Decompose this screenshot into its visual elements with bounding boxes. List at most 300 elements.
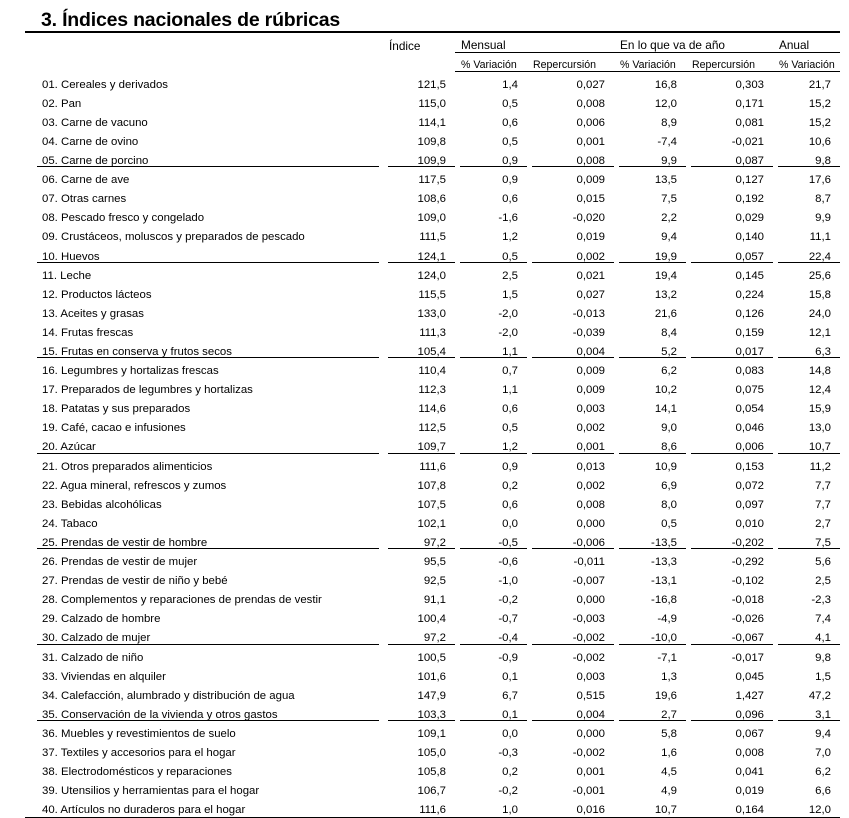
cell-ano-variacion: -7,4 [657, 135, 677, 148]
table-row [25, 759, 840, 778]
cell-indice: 107,5 [417, 498, 446, 511]
cell-ano-variacion: 2,7 [614, 702, 686, 721]
cell-mensual-repercusion: 0,009 [576, 365, 605, 378]
cell-ano-repercusion: -0,017 [731, 651, 764, 664]
sub-header-mensual-repercusion: Repercursión [527, 53, 614, 72]
cell-mensual-variacion: -2,0 [498, 307, 518, 320]
table-row [25, 225, 840, 244]
cell-ano-repercusion: 0,153 [735, 460, 764, 473]
cell-ano-variacion: 21,6 [654, 307, 677, 320]
cell-ano-repercusion: -0,292 [731, 556, 764, 569]
cell-mensual-repercusion: 0,013 [576, 460, 605, 473]
cell-ano-variacion: 10,7 [654, 804, 677, 817]
cell-mensual-variacion: -0,9 [498, 651, 518, 664]
cell-indice: 110,4 [418, 365, 446, 378]
cell-indice: 91,1 [423, 594, 446, 607]
cell-indice: 147,9 [417, 689, 446, 702]
cell-anual-variacion: 9,9 [815, 212, 831, 225]
sub-header-indice [383, 53, 455, 72]
cell-anual-variacion: 2,5 [815, 575, 831, 588]
cell-rubrica-label: 04. Carne de ovino [42, 135, 139, 148]
cell-rubrica-label: 12. Productos lácteos [42, 288, 152, 301]
cell-ano-repercusion: 0,096 [686, 702, 773, 721]
cell-mensual-repercusion: 0,008 [576, 97, 605, 110]
table-row [25, 397, 840, 416]
cell-mensual-variacion: 0,2 [502, 479, 518, 492]
cell-ano-variacion: 5,8 [661, 727, 677, 740]
cell-mensual-repercusion: 0,027 [576, 288, 605, 301]
cell-mensual-variacion: 0,6 [502, 116, 518, 129]
cell-indice: 92,5 [423, 575, 446, 588]
cell-ano-variacion: 4,9 [661, 785, 677, 798]
cell-mensual-repercusion: 0,004 [527, 702, 614, 721]
cell-ano-repercusion: -0,202 [686, 530, 773, 549]
cell-ano-variacion: 9,9 [614, 148, 686, 167]
cell-ano-variacion: 7,5 [661, 193, 677, 206]
cell-rubrica-label: 10. Huevos [25, 244, 383, 263]
cell-indice: 103,3 [383, 702, 455, 721]
cell-anual-variacion: 13,0 [808, 422, 831, 435]
table-row [25, 721, 840, 740]
cell-mensual-variacion: 1,2 [455, 435, 527, 454]
cell-ano-variacion: 8,4 [661, 326, 677, 339]
cell-mensual-repercusion: -0,039 [572, 326, 605, 339]
cell-ano-repercusion: 0,075 [735, 384, 764, 397]
cell-mensual-variacion: 0,2 [502, 766, 518, 779]
cell-mensual-repercusion: 0,002 [576, 479, 605, 492]
cell-mensual-repercusion: 0,019 [576, 231, 605, 244]
cell-mensual-repercusion: 0,515 [576, 689, 605, 702]
cell-anual-variacion: 6,2 [815, 766, 831, 779]
cell-rubrica-label: 09. Crustáceos, moluscos y preparados de pescado [42, 231, 305, 244]
cell-mensual-variacion: -2,0 [498, 326, 518, 339]
cell-anual-variacion: 11,1 [809, 231, 831, 244]
cell-anual-variacion: 9,4 [815, 727, 831, 740]
title-block [0, 0, 849, 31]
cell-anual-variacion: 15,2 [808, 97, 831, 110]
cell-indice: 101,6 [417, 670, 446, 683]
table-bottom-rule [25, 817, 840, 818]
table-row [25, 511, 840, 530]
cell-anual-variacion: 2,7 [815, 517, 831, 530]
group-header-anual: Anual [773, 32, 840, 53]
cell-mensual-variacion: -1,0 [498, 575, 518, 588]
cell-mensual-repercusion: 0,000 [576, 727, 605, 740]
table-row [25, 263, 840, 282]
cell-mensual-variacion: -1,6 [498, 212, 518, 225]
cell-mensual-repercusion: -0,001 [572, 785, 605, 798]
cell-rubrica-label: 07. Otras carnes [42, 193, 127, 206]
cell-ano-repercusion: -0,067 [686, 626, 773, 645]
cell-rubrica-label: 11. Leche [42, 269, 92, 282]
cell-anual-variacion: 1,5 [815, 670, 831, 683]
table-row [25, 129, 840, 148]
cell-anual-variacion: 17,6 [808, 174, 831, 187]
cell-indice: 105,0 [417, 746, 446, 759]
cell-rubrica-label: 38. Electrodomésticos y reparaciones [42, 766, 232, 779]
cell-indice: 107,8 [417, 479, 446, 492]
cell-anual-variacion: 8,7 [815, 193, 831, 206]
cell-mensual-variacion: 0,5 [502, 422, 518, 435]
table-foot [25, 817, 840, 818]
cell-ano-variacion: 10,9 [654, 460, 677, 473]
cell-rubrica-label: 25. Prendas de vestir de hombre [25, 530, 383, 549]
cell-mensual-variacion: 1,1 [502, 384, 518, 397]
cell-mensual-variacion: 0,6 [502, 498, 518, 511]
table-row [25, 549, 840, 568]
cell-ano-variacion: -10,0 [614, 626, 686, 645]
table-row [25, 244, 840, 263]
cell-anual-variacion: 10,6 [808, 135, 831, 148]
cell-ano-variacion: 6,2 [661, 365, 677, 378]
cell-ano-variacion: 4,5 [661, 766, 677, 779]
cell-rubrica-label: 35. Conservación de la vivienda y otros gastos [25, 702, 383, 721]
cell-anual-variacion: 9,8 [815, 651, 831, 664]
cell-indice: 109,8 [417, 135, 446, 148]
cell-mensual-repercusion: 0,009 [576, 174, 605, 187]
cell-rubrica-label: 21. Otros preparados alimenticios [42, 460, 213, 473]
cell-mensual-variacion: 1,5 [502, 288, 518, 301]
cell-rubrica-label: 36. Muebles y revestimientos de suelo [42, 727, 236, 740]
cell-anual-variacion: 21,7 [808, 78, 831, 91]
cell-ano-repercusion: 0,171 [735, 97, 764, 110]
cell-ano-variacion: 14,1 [654, 403, 677, 416]
cell-indice: 97,2 [383, 626, 455, 645]
cell-mensual-variacion: -0,2 [498, 594, 518, 607]
cell-ano-variacion: 8,6 [614, 435, 686, 454]
cell-indice: 100,4 [417, 613, 446, 626]
cell-ano-repercusion: 0,010 [735, 517, 764, 530]
cell-ano-repercusion: 0,140 [735, 231, 764, 244]
table-row [25, 91, 840, 110]
sub-header-mensual-variacion: % Variación [455, 53, 527, 72]
cell-ano-variacion: 10,2 [654, 384, 677, 397]
cell-mensual-variacion: 0,6 [502, 193, 518, 206]
cell-ano-variacion: 9,0 [661, 422, 677, 435]
table-row [25, 683, 840, 702]
cell-indice: 114,1 [418, 116, 446, 129]
cell-ano-repercusion: -0,021 [731, 135, 764, 148]
cell-indice: 102,1 [417, 517, 446, 530]
cell-anual-variacion: 7,7 [815, 498, 831, 511]
cell-indice: 115,5 [418, 288, 446, 301]
cell-rubrica-label: 29. Calzado de hombre [42, 613, 161, 626]
cell-rubrica-label: 30. Calzado de mujer [25, 626, 383, 645]
table-row [25, 702, 840, 721]
cell-anual-variacion: 47,2 [808, 689, 831, 702]
cell-rubrica-label: 37. Textiles y accesorios para el hogar [42, 746, 236, 759]
cell-ano-variacion: 13,5 [654, 174, 677, 187]
cell-ano-variacion: 19,4 [654, 269, 677, 282]
cell-anual-variacion: 15,8 [808, 288, 831, 301]
table-row [25, 339, 840, 358]
cell-mensual-variacion: 0,7 [502, 365, 518, 378]
table-row [25, 778, 840, 797]
cell-anual-variacion: 11,2 [809, 460, 831, 473]
cell-mensual-variacion: 0,5 [455, 244, 527, 263]
cell-ano-repercusion: 0,029 [735, 212, 764, 225]
cell-ano-variacion: 5,2 [614, 339, 686, 358]
cell-anual-variacion: 15,2 [808, 116, 831, 129]
cell-rubrica-label: 08. Pescado fresco y congelado [42, 212, 205, 225]
cell-ano-repercusion: 0,008 [735, 746, 764, 759]
table-row [25, 530, 840, 549]
cell-mensual-variacion: 1,4 [502, 78, 518, 91]
cell-rubrica-label: 03. Carne de vacuno [42, 116, 148, 129]
cell-mensual-variacion: -0,2 [498, 785, 518, 798]
table-row [25, 72, 840, 92]
table-row [25, 435, 840, 454]
cell-ano-repercusion: 0,164 [735, 804, 764, 817]
cell-mensual-repercusion: -0,002 [527, 626, 614, 645]
cell-ano-variacion: 19,9 [614, 244, 686, 263]
cell-rubrica-label: 22. Agua mineral, refrescos y zumos [42, 479, 227, 492]
cell-mensual-variacion: -0,3 [498, 746, 518, 759]
table-row [25, 358, 840, 377]
cell-anual-variacion: 7,4 [815, 613, 831, 626]
group-header-row [25, 32, 840, 53]
rubricas-index-table [25, 31, 840, 818]
cell-indice: 111,6 [419, 804, 446, 817]
cell-ano-repercusion: 0,045 [735, 670, 764, 683]
cell-ano-repercusion: 0,224 [735, 288, 764, 301]
table-row [25, 454, 840, 473]
cell-rubrica-label: 18. Patatas y sus preparados [42, 403, 191, 416]
cell-ano-variacion: -13,1 [651, 575, 677, 588]
cell-rubrica-label: 01. Cereales y derivados [42, 78, 168, 91]
cell-ano-repercusion: 0,067 [735, 727, 764, 740]
table-container [0, 31, 849, 818]
cell-mensual-variacion: 0,9 [455, 148, 527, 167]
cell-ano-variacion: -4,9 [657, 613, 677, 626]
cell-rubrica-label: 39. Utensilios y herramientas para el hogar [42, 785, 260, 798]
table-row [25, 301, 840, 320]
cell-ano-variacion: 1,3 [661, 670, 677, 683]
cell-rubrica-label: 19. Café, cacao e infusiones [42, 422, 186, 435]
cell-rubrica-label: 06. Carne de ave [42, 174, 130, 187]
cell-ano-repercusion: 0,145 [735, 269, 764, 282]
cell-ano-repercusion: 0,081 [735, 116, 764, 129]
cell-indice: 124,1 [383, 244, 455, 263]
cell-anual-variacion: 4,1 [773, 626, 840, 645]
cell-rubrica-label: 40. Artículos no duraderos para el hogar [42, 804, 246, 817]
cell-ano-repercusion: 0,057 [686, 244, 773, 263]
cell-mensual-repercusion: 0,021 [576, 269, 605, 282]
sub-header-anual-variacion: % Variación [773, 53, 840, 72]
cell-indice: 112,5 [418, 422, 446, 435]
table-row [25, 473, 840, 492]
cell-mensual-repercusion: -0,002 [572, 746, 605, 759]
table-row [25, 626, 840, 645]
cell-mensual-repercusion: -0,003 [572, 613, 605, 626]
cell-indice: 108,6 [417, 193, 446, 206]
cell-mensual-repercusion: 0,003 [576, 403, 605, 416]
cell-ano-repercusion: 0,192 [735, 193, 764, 206]
cell-anual-variacion: 15,9 [808, 403, 831, 416]
cell-indice: 95,5 [423, 556, 446, 569]
cell-anual-variacion: -2,3 [811, 594, 831, 607]
cell-ano-repercusion: 0,006 [686, 435, 773, 454]
cell-ano-repercusion: 0,083 [735, 365, 764, 378]
table-row [25, 167, 840, 186]
cell-ano-variacion: 16,8 [654, 78, 677, 91]
cell-ano-variacion: -13,5 [614, 530, 686, 549]
cell-mensual-repercusion: -0,006 [527, 530, 614, 549]
cell-anual-variacion: 10,7 [773, 435, 840, 454]
cell-mensual-variacion: 0,9 [502, 174, 518, 187]
cell-ano-repercusion: 0,041 [735, 766, 764, 779]
table-row [25, 148, 840, 167]
cell-rubrica-label: 17. Preparados de legumbres y hortalizas [42, 384, 253, 397]
cell-anual-variacion: 7,5 [773, 530, 840, 549]
cell-mensual-variacion: 0,6 [502, 403, 518, 416]
cell-mensual-repercusion: 0,001 [576, 135, 605, 148]
cell-mensual-variacion: 0,0 [502, 517, 518, 530]
cell-ano-repercusion: 0,126 [735, 307, 764, 320]
cell-rubrica-label: 02. Pan [42, 97, 82, 110]
table-row [25, 282, 840, 301]
table-row [25, 645, 840, 664]
sub-header-ano-repercusion: Repercursión [686, 53, 773, 72]
cell-mensual-repercusion: 0,003 [576, 670, 605, 683]
cell-mensual-variacion: 1,0 [502, 804, 518, 817]
cell-mensual-repercusion: -0,020 [572, 212, 605, 225]
cell-rubrica-label: 13. Aceites y grasas [42, 307, 144, 320]
cell-rubrica-label: 05. Carne de porcino [25, 148, 383, 167]
cell-ano-variacion: 2,2 [661, 212, 677, 225]
cell-indice: 111,5 [419, 231, 446, 244]
table-head [25, 31, 840, 72]
cell-indice: 117,5 [418, 174, 446, 187]
cell-rubrica-label: 23. Bebidas alcohólicas [42, 498, 162, 511]
cell-ano-repercusion: 0,097 [735, 498, 764, 511]
cell-mensual-repercusion: 0,001 [527, 435, 614, 454]
cell-mensual-repercusion: 0,001 [576, 766, 605, 779]
cell-anual-variacion: 3,1 [773, 702, 840, 721]
cell-anual-variacion: 12,1 [808, 326, 831, 339]
cell-mensual-variacion: 1,1 [455, 339, 527, 358]
cell-ano-repercusion: 0,087 [686, 148, 773, 167]
cell-mensual-repercusion: -0,007 [572, 575, 605, 588]
cell-anual-variacion: 7,7 [815, 479, 831, 492]
cell-ano-variacion: 0,5 [661, 517, 677, 530]
cell-ano-variacion: 9,4 [661, 231, 677, 244]
cell-rubrica-label: 15. Frutas en conserva y frutos secos [25, 339, 383, 358]
cell-mensual-repercusion: 0,002 [527, 244, 614, 263]
table-row [25, 798, 840, 817]
cell-mensual-variacion: 1,2 [502, 231, 518, 244]
cell-indice: 109,0 [417, 212, 446, 225]
cell-mensual-repercusion: 0,008 [527, 148, 614, 167]
cell-ano-variacion: 1,6 [661, 746, 677, 759]
cell-ano-repercusion: 0,054 [735, 403, 764, 416]
cell-rubrica-label: 20. Azúcar [25, 435, 383, 454]
cell-indice: 109,1 [417, 727, 446, 740]
cell-mensual-variacion: -0,7 [498, 613, 518, 626]
cell-mensual-variacion: -0,4 [455, 626, 527, 645]
cell-indice: 111,6 [419, 460, 446, 473]
table-row [25, 416, 840, 435]
group-header-blank [25, 32, 383, 53]
cell-indice: 111,3 [419, 326, 446, 339]
table-body [25, 72, 840, 817]
table-row [25, 568, 840, 587]
cell-anual-variacion: 9,8 [773, 148, 840, 167]
cell-mensual-variacion: 2,5 [502, 269, 518, 282]
cell-mensual-repercusion: -0,013 [572, 307, 605, 320]
cell-indice: 105,8 [417, 766, 446, 779]
cell-ano-variacion: -7,1 [657, 651, 677, 664]
cell-anual-variacion: 24,0 [808, 307, 831, 320]
cell-indice: 115,0 [418, 97, 446, 110]
cell-mensual-variacion: 0,0 [502, 727, 518, 740]
cell-ano-variacion: 8,9 [661, 116, 677, 129]
cell-mensual-variacion: 0,5 [502, 97, 518, 110]
cell-mensual-repercusion: 0,015 [576, 193, 605, 206]
cell-anual-variacion: 22,4 [773, 244, 840, 263]
cell-indice: 114,6 [418, 403, 446, 416]
cell-indice: 109,7 [383, 435, 455, 454]
table-row [25, 664, 840, 683]
cell-indice: 105,4 [383, 339, 455, 358]
cell-ano-repercusion: -0,102 [731, 575, 764, 588]
cell-anual-variacion: 7,0 [815, 746, 831, 759]
cell-rubrica-label: 24. Tabaco [42, 517, 98, 530]
cell-ano-repercusion: -0,018 [731, 594, 764, 607]
cell-ano-repercusion: 0,159 [735, 326, 764, 339]
cell-ano-repercusion: 0,019 [735, 785, 764, 798]
cell-ano-variacion: 6,9 [661, 479, 677, 492]
cell-anual-variacion: 12,4 [808, 384, 831, 397]
cell-anual-variacion: 6,6 [815, 785, 831, 798]
cell-mensual-repercusion: 0,008 [576, 498, 605, 511]
cell-mensual-variacion: -0,5 [455, 530, 527, 549]
cell-indice: 112,3 [418, 384, 446, 397]
cell-mensual-repercusion: -0,002 [572, 651, 605, 664]
cell-anual-variacion: 6,3 [773, 339, 840, 358]
group-header-en-lo-que-va-de-ano: En lo que va de año [614, 32, 773, 53]
cell-anual-variacion: 14,8 [808, 365, 831, 378]
table-row [25, 206, 840, 225]
cell-mensual-repercusion: 0,000 [576, 594, 605, 607]
cell-ano-variacion: 13,2 [654, 288, 677, 301]
cell-ano-repercusion: 0,072 [735, 479, 764, 492]
cell-indice: 97,2 [383, 530, 455, 549]
cell-ano-repercusion: 0,127 [735, 174, 764, 187]
cell-indice: 100,5 [417, 651, 446, 664]
cell-anual-variacion: 5,6 [815, 556, 831, 569]
cell-ano-variacion: -16,8 [651, 594, 677, 607]
cell-rubrica-label: 26. Prendas de vestir de mujer [42, 556, 198, 569]
cell-rubrica-label: 33. Viviendas en alquiler [42, 670, 166, 683]
cell-indice: 133,0 [417, 307, 446, 320]
cell-mensual-variacion: 0,1 [455, 702, 527, 721]
cell-mensual-repercusion: 0,009 [576, 384, 605, 397]
cell-mensual-repercusion: 0,004 [527, 339, 614, 358]
cell-mensual-variacion: 0,9 [502, 460, 518, 473]
cell-indice: 121,5 [417, 78, 446, 91]
cell-anual-variacion: 25,6 [808, 269, 831, 282]
table-row [25, 607, 840, 626]
group-header-mensual: Mensual [455, 32, 614, 53]
cell-ano-repercusion: 1,427 [735, 689, 764, 702]
table-row [25, 740, 840, 759]
cell-rubrica-label: 14. Frutas frescas [42, 326, 134, 339]
cell-mensual-repercusion: -0,011 [573, 556, 605, 569]
table-row [25, 110, 840, 129]
sub-header-blank [25, 53, 383, 72]
table-row [25, 320, 840, 339]
